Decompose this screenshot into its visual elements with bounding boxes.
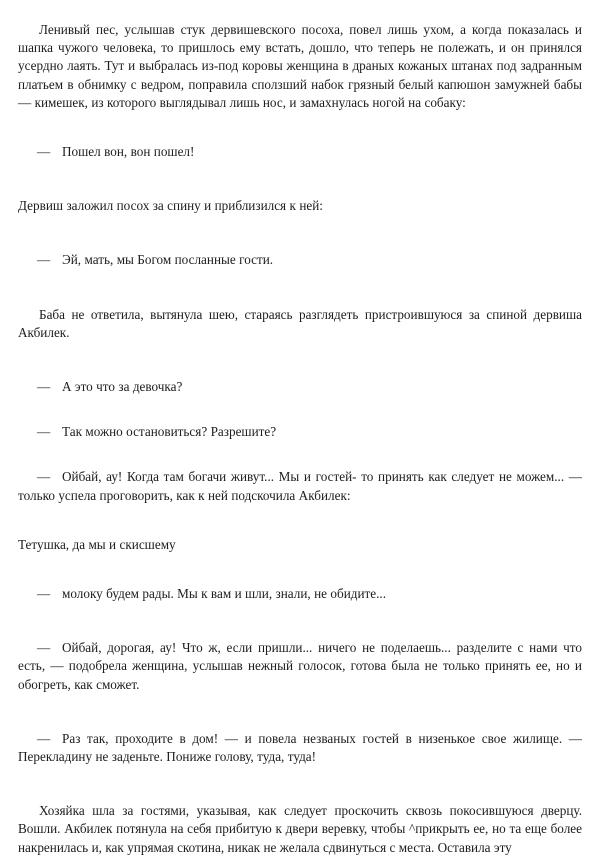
- document-text-body: [18, 21, 582, 857]
- em-dash-marker: —: [37, 730, 51, 746]
- paragraph-dialogue: [18, 585, 582, 603]
- dialogue-text: Пошел вон, вон пошел!: [62, 144, 195, 160]
- paragraph-spacer: [18, 112, 582, 143]
- paragraph-spacer: [18, 603, 582, 639]
- em-dash-marker: —: [37, 424, 51, 440]
- paragraph-narrative: Баба не ответила, вытянула шею, стараясь разглядеть пристроившуюся за спиной дервиша Акбилек.: [18, 306, 582, 340]
- dialogue-text: Ойбай, ау! Когда там богачи живут... Мы и гостей- то принять как следует не можем... — только успела проговорить, как к ней подскочила Акбилек:: [18, 469, 582, 503]
- paragraph-flush: Тетушка, да мы и скисшему: [18, 536, 176, 552]
- em-dash-marker: —: [37, 469, 51, 485]
- dialogue-text: Ойбай, дорогая, ау! Что ж, если пришли... ничего не поделаешь... разделите с нами что есть, — подобрела женщина, услышав нежный голосок, готова была не только принять ее, но и обогреть, как сможет.: [18, 640, 582, 692]
- paragraph-dialogue: [18, 423, 582, 441]
- em-dash-marker: —: [37, 144, 51, 160]
- paragraph-narrative: Хозяйка шла за гостями, указывая, как следует проскочить сквозь покосившуюся дверцу. Вошли. Акбилек потянула на себя прибитую к двери веревку, чтобы ^прикрыть ее, но та еще более накренилась и, как упрямая скотина, никак не желала сдвинуться с места. Оставила эту: [18, 803, 582, 855]
- paragraph-dialogue: [18, 378, 582, 396]
- paragraph-narrative: Ленивый пес, услышав стук дервишевского посоха, повел лишь ухом, а когда показалась и шапка чужого человека, то пришлось ему встать, дошло, что теперь не полежать, и он принялся усердно лаять. Тут и выбралась из-под коровы женщина в драных кожаных штанах под задранным платьем в обнимку с ведром, поправила сползший набок грязный белый капюшон замужней бабы — кимешек, из которого выглядывал лишь нос, и замахнулась ногой на собаку:: [18, 22, 582, 110]
- paragraph-spacer: [18, 161, 582, 197]
- dialogue-text: Эй, мать, мы Богом посланные гости.: [62, 252, 274, 268]
- paragraph-dialogue: [18, 468, 582, 504]
- dialogue-text: Так можно остановиться? Разрешите?: [62, 424, 277, 440]
- paragraph-dialogue: [18, 639, 582, 694]
- dialogue-text: молоку будем рады. Мы к вам и шли, знали, не обидите...: [62, 586, 387, 602]
- paragraph-spacer: [18, 396, 582, 423]
- paragraph-dialogue: [18, 143, 582, 161]
- paragraph-spacer: [18, 505, 582, 536]
- paragraph-spacer: [18, 694, 582, 730]
- paragraph-spacer: [18, 441, 582, 468]
- paragraph-flush: Дервиш заложил посох за спину и приблизился к ней:: [18, 198, 323, 214]
- em-dash-marker: —: [37, 379, 51, 395]
- em-dash-marker: —: [37, 586, 51, 602]
- paragraph-spacer: [18, 342, 582, 378]
- paragraph-spacer: [18, 215, 582, 251]
- paragraph-dialogue: [18, 251, 582, 269]
- paragraph-dialogue: [18, 730, 582, 766]
- dialogue-text: А это что за девочка?: [62, 379, 183, 395]
- em-dash-marker: —: [37, 252, 51, 268]
- em-dash-marker: —: [37, 640, 51, 656]
- dialogue-text: Раз так, проходите в дом! — и повела незваных гостей в низенькое свое жилище. — Перекладину не заденьте. Пониже голову, туда, туда!: [18, 730, 582, 765]
- paragraph-spacer: [18, 270, 582, 306]
- paragraph-spacer: [18, 766, 582, 802]
- paragraph-spacer: [18, 554, 582, 585]
